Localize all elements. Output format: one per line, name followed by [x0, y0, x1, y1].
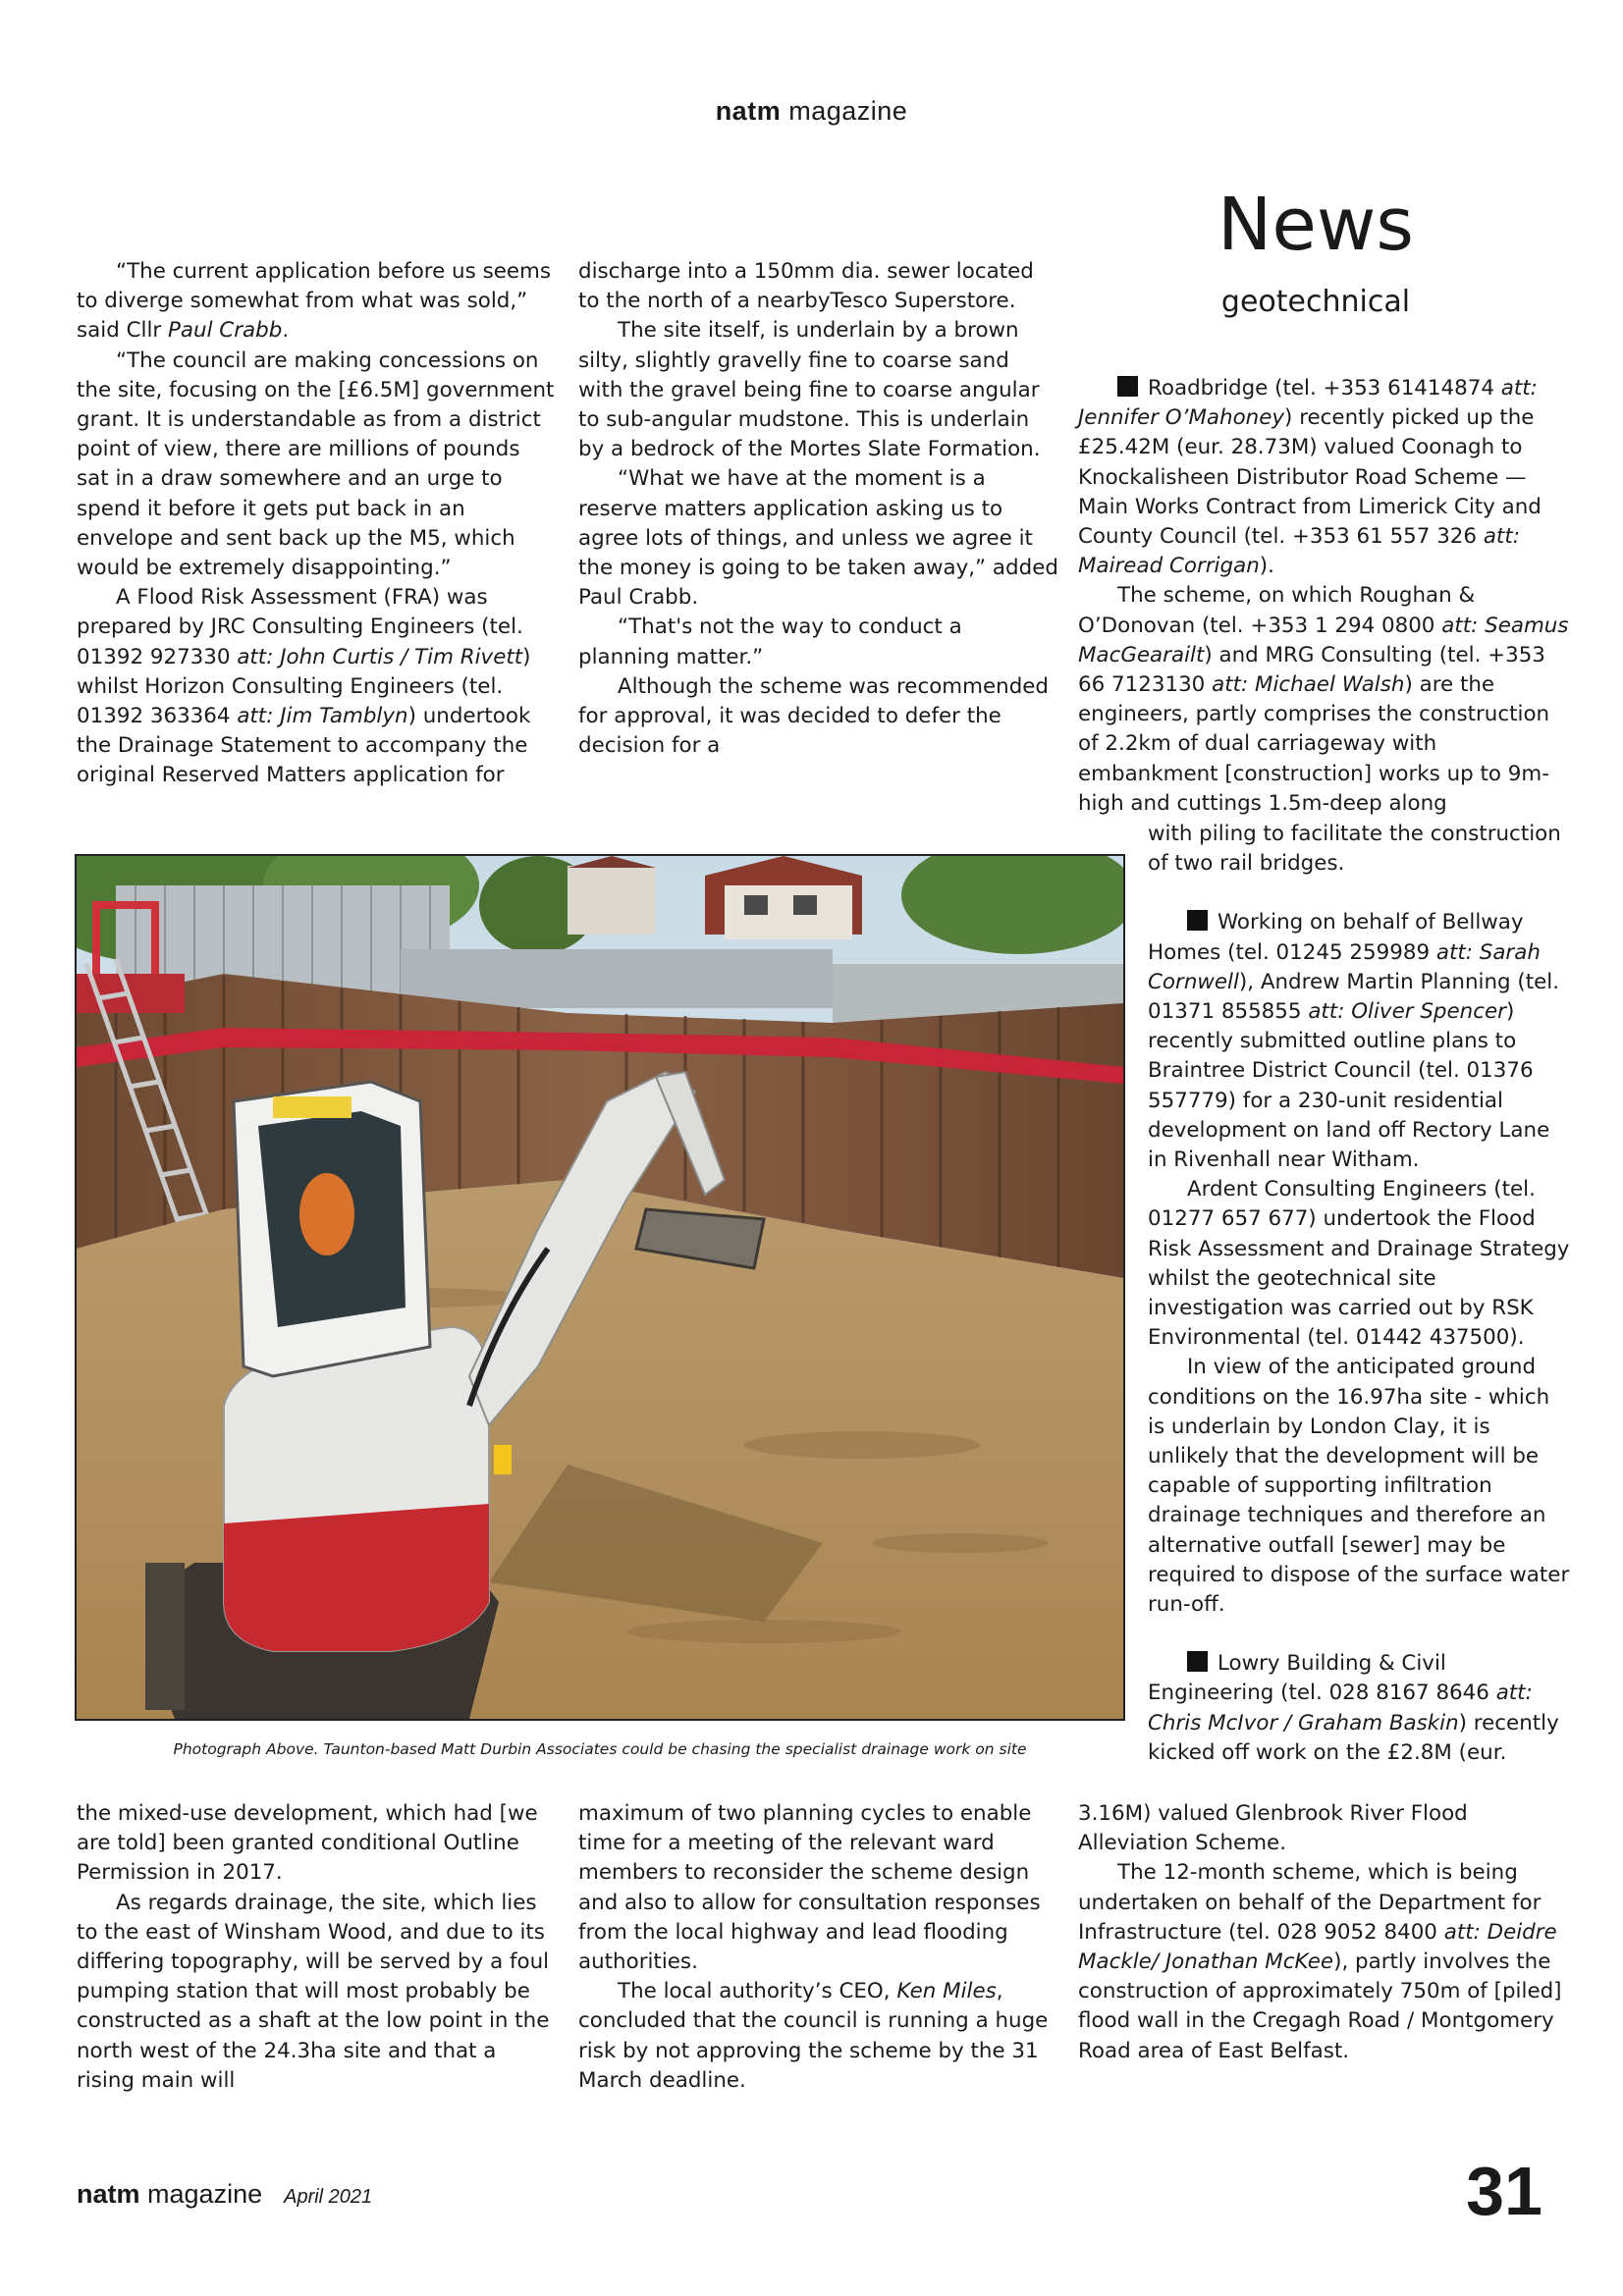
paragraph: In view of the anticipated ground conditions on the 16.97ha site - which is underlain by London Clay, it is unlikely that the development will be capable of supporting infiltration drainage techniques and therefore an alternative outfall [sewer] may be required to dispose of the surface water run-off.: [1148, 1355, 1570, 1618]
section-title: News: [1217, 183, 1414, 267]
paragraph: Ardent Consulting Engineers (tel. 01277 657 677) undertook the Flood Risk Assessment and Drainage Strategy whilst the geotechnical site investigation was carried out by RSK Environmental (tel. 01442 437500).: [1148, 1177, 1570, 1351]
paragraph: “The current application before us seems to diverge somewhat from what was sold,” said Cllr Paul Crabb.: [77, 259, 552, 344]
paragraph: maximum of two planning cycles to enable time for a meeting of the relevant ward members to reconsider the scheme design and also to allow for consultation responses from the local highway and lead flooding authorities.: [578, 1801, 1041, 1975]
news-item: Working on behalf of Bellway Homes (tel. 01245 259989 att: Sarah Cornwell), Andrew Martin Planning (tel. 01371 855855 att: Oliver Spencer) recently submitted outline plans to Braintree District Council (tel. 01376 557779) for a 230-unit residential development on land off Rectory Lane in Rivenhall near Witham.: [1148, 910, 1560, 1173]
bullet-square-icon: [1187, 1651, 1208, 1672]
paragraph: The site itself, is underlain by a brown silty, slightly gravelly fine to coarse sand with the gravel being fine to coarse angular to sub-angular mudstone. This is underlain by a bedrock of the Mortes Slate Formation.: [578, 318, 1041, 462]
column-3-top: [1078, 374, 1569, 819]
paragraph: Although the scheme was recommended for approval, it was decided to defer the decision for a: [578, 673, 1050, 759]
paragraph: discharge into a 150mm dia. sewer located to the north of a nearbyTesco Superstore.: [578, 259, 1034, 314]
paragraph: the mixed-use development, which had [we are told] been granted conditional Outline Permission in 2017.: [77, 1801, 538, 1886]
paragraph: with piling to facilitate the construction of two rail bridges.: [1148, 822, 1561, 877]
photo-illustration: [77, 856, 1123, 1719]
footer: [77, 2179, 372, 2210]
masthead: [0, 96, 1623, 127]
section-subtitle: geotechnical: [1220, 285, 1411, 319]
footer-date: April 2021: [284, 2186, 373, 2208]
paragraph: As regards drainage, the site, which lies to the east of Winsham Wood, and due to its differing topography, will be served by a foul pumping station that will most probably be constructed as a shaft at the low point in the north west of the 24.3ha site and that a rising main will: [77, 1890, 550, 2093]
paragraph: The 12-month scheme, which is being undertaken on behalf of the Department for Infrastructure (tel. 028 9052 8400 att: Deidre Mackle/ Jonathan McKee), partly involves the construction of approximately 750m of [piled] flood wall in the Cregagh Road / Montgomery Road area of East Belfast.: [1078, 1860, 1562, 2063]
paragraph: “What we have at the moment is a reserve matters application asking us to agree lots of things, and unless we agree it the money is going to be taken away,” added Paul Crabb.: [578, 466, 1058, 611]
paragraph: 3.16M) valued Glenbrook River Flood Alleviation Scheme.: [1078, 1801, 1468, 1856]
photo-caption: Photograph Above. Taunton-based Matt Durbin Associates could be chasing the specialist drainage work on site: [173, 1740, 1027, 1758]
footer-brand: natm: [77, 2179, 140, 2209]
paragraph: “That's not the way to conduct a planning matter.”: [578, 614, 962, 669]
news-item: Roadbridge (tel. +353 61414874 att: Jennifer O’Mahoney) recently picked up the £25.42M (eur. 28.73M) valued Coonagh to Knockalisheen Distributor Road Scheme — Main Works Contract from Limerick City and County Council (tel. +353 61 557 326 att: Mairead Corrigan).: [1078, 376, 1542, 579]
masthead-brand: natm: [715, 96, 782, 126]
paragraph: A Flood Risk Assessment (FRA) was prepared by JRC Consulting Engineers (tel. 01392 927330 att: John Curtis / Tim Rivett) whilst Horizon Consulting Engineers (tel. 01392 363364 att: Jim Tamblyn) undertook the Drainage Statement to accompany the original Reserved Matters application for: [77, 585, 531, 788]
page-number: 31: [1466, 2153, 1542, 2229]
column-2-top: [578, 257, 1059, 761]
paragraph: The local authority’s CEO, Ken Miles, concluded that the council is running a huge risk by not approving the scheme by the 31 March deadline.: [578, 1979, 1049, 2093]
column-1-top: [77, 257, 558, 791]
column-1-bottom: [77, 1799, 558, 2096]
footer-word: magazine: [147, 2179, 263, 2209]
paragraph: The scheme, on which Roughan & O’Donovan (tel. +353 1 294 0800 att: Seamus MacGearailt) and MRG Consulting (tel. +353 66 7123130 att: Michael Walsh) are the engineers, partly comprises the construction of 2.2km of dual carriageway with embankment [construction] works up to 9m-high and cuttings 1.5m-deep along: [1078, 583, 1569, 816]
masthead-word: magazine: [788, 96, 908, 126]
column-2-bottom: [578, 1799, 1059, 2096]
column-3-bottom: [1078, 1799, 1569, 2066]
column-3-narrow: [1148, 820, 1570, 1768]
bullet-square-icon: [1187, 910, 1208, 931]
bullet-square-icon: [1117, 376, 1138, 397]
news-item: Lowry Building & Civil Engineering (tel. 028 8167 8646 att: Chris McIvor / Graham Baskin) recently kicked off work on the £2.8M (eur.: [1148, 1651, 1559, 1765]
excavator-photo: [75, 854, 1125, 1721]
paragraph: “The council are making concessions on the site, focusing on the [£6.5M] government grant. It is understandable as from a district point of view, there are millions of pounds sat in a draw somewhere and an urge to spend it before it gets put back in an envelope and sent back up the M5, which would be extremely disappointing.”: [77, 347, 555, 581]
